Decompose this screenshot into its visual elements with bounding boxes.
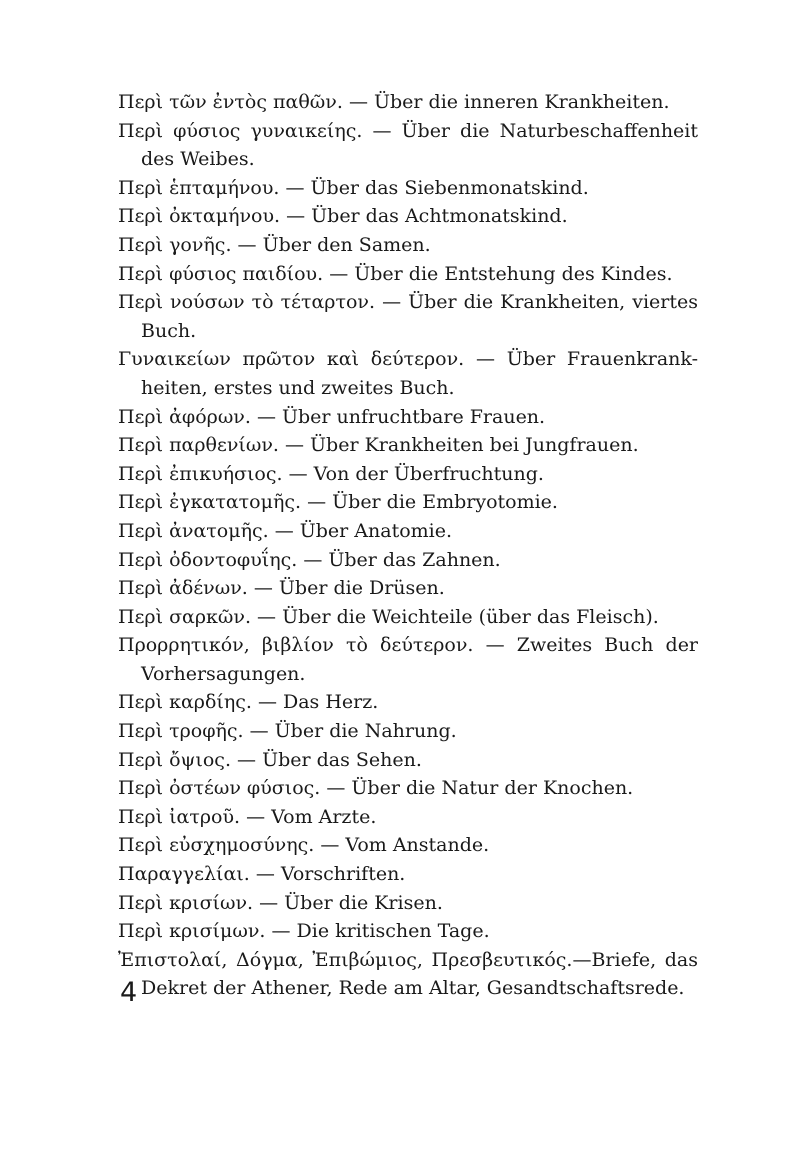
german-title: Über die inneren Krankheiten. xyxy=(373,91,670,113)
greek-title: Περὶ ὀδοντοφυΐης. xyxy=(118,548,298,571)
german-title: Das Herz. xyxy=(283,691,379,714)
dash-separator: — xyxy=(475,348,495,371)
list-item xyxy=(118,631,698,688)
greek-title: Περὶ κρισίμων. xyxy=(118,920,266,943)
dash-separator: — xyxy=(303,548,323,571)
list-item xyxy=(118,717,698,746)
dash-separator: — xyxy=(285,176,305,199)
dash-separator: — xyxy=(329,262,349,285)
greek-title: Περὶ νούσων τὸ τέταρτον. xyxy=(118,291,376,314)
list-item xyxy=(118,345,698,402)
list-item xyxy=(118,488,698,517)
list-item xyxy=(118,831,698,860)
greek-title: Ἐπιστολαί, Δόγμα, Ἐπιβώμιος, Πρεσβευτικός. xyxy=(118,948,573,971)
dash-separator: — xyxy=(372,119,392,142)
dash-separator: — xyxy=(246,805,266,828)
german-title: Über unfruchtbare Frauen. xyxy=(282,405,546,428)
list-item xyxy=(118,917,698,946)
greek-title: Περὶ φύσιος παιδίου. xyxy=(118,262,324,285)
german-title: Über das Achtmonatskind. xyxy=(311,205,568,228)
german-title: Über das Siebenmonatskind. xyxy=(310,176,589,199)
german-title: Von der Überfruchtung. xyxy=(313,462,544,485)
list-item xyxy=(118,202,698,231)
german-title: Über die Nahrung. xyxy=(274,720,457,743)
list-item xyxy=(118,803,698,832)
list-item xyxy=(118,460,698,489)
greek-title: Περὶ γονῆς. xyxy=(118,233,232,256)
list-item xyxy=(118,431,698,460)
list-item xyxy=(118,403,698,432)
greek-title: Περὶ ἀφόρων. xyxy=(118,405,251,428)
dash-separator: — xyxy=(237,233,257,256)
greek-title: Περὶ παρθενίων. xyxy=(118,434,279,457)
dash-separator: — xyxy=(253,577,273,600)
german-title: Über die Natur der Knochen. xyxy=(351,777,634,800)
greek-title: Περὶ ὀστέων φύσιος. xyxy=(118,777,321,800)
dash-separator: — xyxy=(572,948,592,971)
dash-separator: — xyxy=(257,605,277,628)
dash-separator: — xyxy=(485,634,505,657)
dash-separator: — xyxy=(320,834,340,857)
german-title: Vom Arzte. xyxy=(271,805,377,828)
list-item xyxy=(118,517,698,546)
greek-title: Περὶ κρισίων. xyxy=(118,891,254,914)
dash-separator: — xyxy=(237,748,257,771)
greek-title: Περὶ ὀκταμήνου. xyxy=(118,205,281,228)
greek-title: Περὶ ἰατροῦ. xyxy=(118,805,241,828)
german-title: Die kritischen Tage. xyxy=(296,920,490,943)
german-title: Über die Weichteile (über das Fleisch). xyxy=(282,605,659,628)
dash-separator: — xyxy=(382,291,402,314)
dash-separator: — xyxy=(307,491,327,514)
greek-title: Περὶ ἐπικυήσιος. xyxy=(118,462,283,485)
dash-separator: — xyxy=(255,863,275,886)
dash-separator: — xyxy=(249,720,269,743)
page-number: 4 xyxy=(120,977,138,1008)
greek-title: Περὶ ἀδένων. xyxy=(118,577,248,600)
german-title: Vorschriften. xyxy=(280,863,406,886)
list-item xyxy=(118,174,698,203)
dash-separator: — xyxy=(256,405,276,428)
german-title: Zweites Buch der Vorhersagungen. xyxy=(141,634,699,685)
dash-separator: — xyxy=(274,519,294,542)
list-item xyxy=(118,603,698,632)
german-title: Über das Zahnen. xyxy=(328,548,501,571)
dash-separator: — xyxy=(257,691,277,714)
dash-separator: — xyxy=(271,920,291,943)
german-title: Briefe, das Dekret der Athener, Rede am Altar, Gesandtschaftsrede. xyxy=(141,948,698,1000)
german-title: Über Frauenkrank-heiten, erstes und zweites Buch. xyxy=(141,348,698,399)
list-item xyxy=(118,288,698,345)
german-title: Über die Drüsen. xyxy=(278,577,445,600)
greek-title: Περὶ φύσιος γυναικείης. xyxy=(118,119,363,142)
list-item xyxy=(118,889,698,918)
german-title: Über die Krisen. xyxy=(284,891,443,914)
dash-separator: — xyxy=(286,205,306,228)
list-item xyxy=(118,546,698,575)
dash-separator: — xyxy=(326,777,346,800)
list-item xyxy=(118,88,698,117)
greek-title: Περὶ σαρκῶν. xyxy=(118,605,251,628)
german-title: Über die Krankheiten, viertes Buch. xyxy=(141,291,698,342)
greek-title: Περὶ τῶν ἐντὸς παθῶν. xyxy=(118,91,343,113)
german-title: Über die Embryotomie. xyxy=(332,491,558,514)
german-title: Über die Naturbeschaffenheit des Weibes. xyxy=(141,119,699,171)
list-item xyxy=(118,231,698,260)
bibliography-list xyxy=(118,88,698,1003)
greek-title: Προρρητικόν, βιβλίον τὸ δεύτερον. xyxy=(118,634,474,657)
german-title: Über die Entstehung des Kindes. xyxy=(354,262,673,285)
greek-title: Περὶ εὐσχημοσύνης. xyxy=(118,834,315,857)
german-title: Über Krankheiten bei Jungfrauen. xyxy=(310,434,639,457)
list-item xyxy=(118,574,698,603)
german-title: Über den Samen. xyxy=(262,233,431,256)
greek-title: Περὶ ὄψιος. xyxy=(118,748,231,771)
greek-title: Περὶ ἀνατομῆς. xyxy=(118,519,269,542)
list-item xyxy=(118,260,698,289)
dash-separator: — xyxy=(259,891,279,914)
list-item xyxy=(118,117,698,174)
greek-title: Περὶ ἐγκατατομῆς. xyxy=(118,491,302,514)
german-title: Über Anatomie. xyxy=(299,519,453,542)
list-item xyxy=(118,946,698,1003)
dash-separator: — xyxy=(348,91,368,113)
list-item xyxy=(118,774,698,803)
german-title: Vom Anstande. xyxy=(345,834,490,857)
greek-title: Περὶ τροφῆς. xyxy=(118,720,244,743)
dash-separator: — xyxy=(288,462,308,485)
german-title: Über das Sehen. xyxy=(262,748,422,771)
list-item xyxy=(118,746,698,775)
list-item xyxy=(118,860,698,889)
greek-title: Γυναικείων πρῶτον καὶ δεύτερον. xyxy=(118,348,465,371)
greek-title: Περὶ ἑπταμήνου. xyxy=(118,176,280,199)
dash-separator: — xyxy=(284,434,304,457)
greek-title: Παραγγελίαι. xyxy=(118,863,250,886)
greek-title: Περὶ καρδίης. xyxy=(118,691,252,714)
list-item xyxy=(118,688,698,717)
